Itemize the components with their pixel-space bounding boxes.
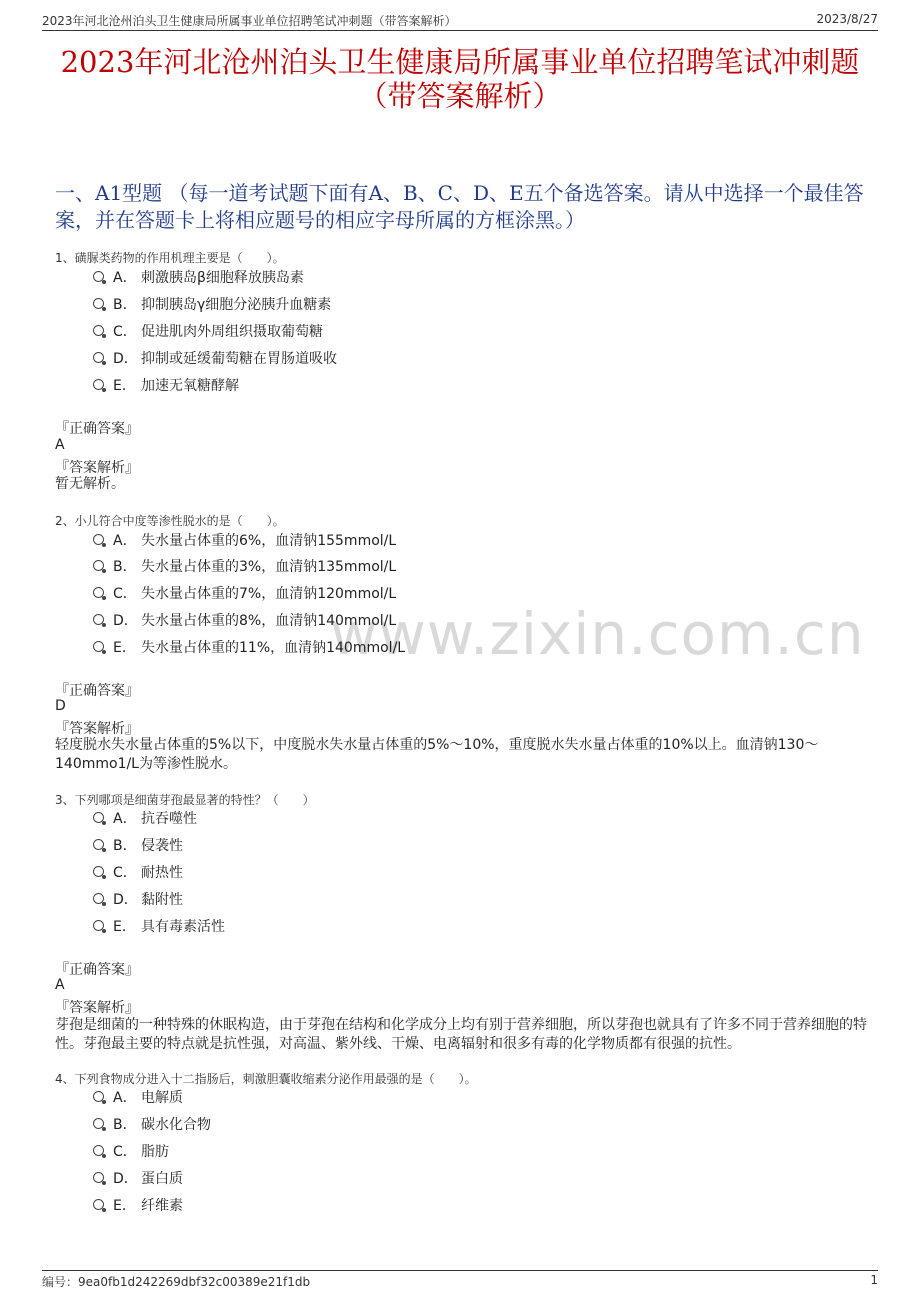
footer-page-number: 1 [870, 1273, 878, 1287]
option-letter: C． [113, 865, 137, 881]
page-title-line1: 2023年河北沧州泊头卫生健康局所属事业单位招聘笔试冲刺题 [60, 45, 860, 79]
question-4-stem: 4、下列食物成分进入十二指肠后，刺激胆囊收缩素分泌作用最强的是（ ）。 [55, 1072, 477, 1086]
radio-icon[interactable] [93, 839, 104, 850]
question-1-stem: 1、磺脲类药物的作用机理主要是（ ）。 [55, 251, 285, 265]
option-letter: D． [113, 1171, 138, 1187]
option-letter: A． [113, 1090, 137, 1106]
question-4-option-c[interactable] [93, 1142, 169, 1162]
option-letter: C． [113, 586, 137, 602]
option-letter: B． [113, 1117, 137, 1133]
watermark: www.zixin.com.cn [330, 600, 865, 668]
question-1-option-e[interactable] [93, 376, 239, 396]
radio-icon[interactable] [93, 271, 104, 282]
question-1-answer: A [55, 437, 65, 453]
question-2-option-b[interactable] [93, 557, 396, 577]
option-text: 刺激胰岛β细胞释放胰岛素 [141, 270, 304, 286]
option-letter: D． [113, 613, 138, 629]
radio-icon[interactable] [93, 1199, 104, 1210]
header-rule [42, 30, 878, 31]
option-text: 促进肌肉外周组织摄取葡萄糖 [141, 324, 323, 340]
question-2-option-a[interactable] [93, 531, 396, 551]
question-2-answer: D [55, 698, 66, 714]
question-1-correct-label: 『正确答案』 [55, 421, 139, 437]
option-letter: E． [113, 1198, 136, 1214]
option-text: 失水量占体重的8%，血清钠140mmol/L [141, 613, 397, 629]
question-3-answer: A [55, 977, 65, 993]
radio-icon[interactable] [93, 1118, 104, 1129]
question-1-option-b[interactable] [93, 295, 331, 315]
radio-icon[interactable] [93, 1091, 104, 1102]
option-text: 脂肪 [141, 1144, 169, 1160]
option-letter: E． [113, 378, 136, 394]
header-doc-title: 2023年河北沧州泊头卫生健康局所属事业单位招聘笔试冲刺题（带答案解析） [42, 14, 457, 28]
option-text: 纤维素 [141, 1198, 183, 1214]
question-3-option-d[interactable] [93, 890, 183, 910]
question-3-option-e[interactable] [93, 917, 225, 937]
radio-icon[interactable] [93, 614, 104, 625]
question-2-stem: 2、小儿符合中度等渗性脱水的是（ ）。 [55, 514, 285, 528]
question-1-option-a[interactable] [93, 268, 304, 288]
option-text: 抗吞噬性 [141, 811, 197, 827]
radio-icon[interactable] [93, 1145, 104, 1156]
radio-icon[interactable] [93, 893, 104, 904]
option-letter: A． [113, 533, 137, 549]
question-1-explanation-label: 『答案解析』 [55, 460, 139, 476]
option-text: 具有毒素活性 [141, 919, 225, 935]
question-3-option-c[interactable] [93, 863, 183, 883]
option-text: 失水量占体重的7%，血清钠120mmol/L [141, 586, 397, 602]
option-letter: E． [113, 640, 136, 656]
option-text: 抑制或延缓葡萄糖在胃肠道吸收 [141, 351, 337, 367]
question-3-correct-label: 『正确答案』 [55, 962, 139, 978]
question-4-option-d[interactable] [93, 1169, 183, 1189]
radio-icon[interactable] [93, 641, 104, 652]
option-letter: D． [113, 892, 138, 908]
option-text: 耐热性 [141, 865, 183, 881]
radio-icon[interactable] [93, 352, 104, 363]
option-text: 碳水化合物 [141, 1117, 211, 1133]
radio-icon[interactable] [93, 298, 104, 309]
option-text: 黏附性 [141, 892, 183, 908]
question-3-stem: 3、下列哪项是细菌芽孢最显著的特性？（ ） [55, 793, 315, 807]
question-1-option-c[interactable] [93, 322, 323, 342]
radio-icon[interactable] [93, 325, 104, 336]
option-letter: A． [113, 270, 137, 286]
question-3-option-b[interactable] [93, 836, 183, 856]
radio-icon[interactable] [93, 379, 104, 390]
question-2-explanation: 轻度脱水失水量占体重的5%以下，中度脱水失水量占体重的5%～10%，重度脱水失水量占体重的10%以上。血清钠130～140mmo1/L为等渗性脱水。 [55, 737, 819, 772]
radio-icon[interactable] [93, 920, 104, 931]
radio-icon[interactable] [93, 866, 104, 877]
option-text: 失水量占体重的11%，血清钠140mmol/L [141, 640, 406, 656]
option-text: 电解质 [141, 1090, 183, 1106]
option-letter: C． [113, 324, 137, 340]
radio-icon[interactable] [93, 534, 104, 545]
question-2-option-d[interactable] [93, 611, 396, 631]
radio-icon[interactable] [93, 812, 104, 823]
option-letter: C． [113, 1144, 137, 1160]
question-1-option-d[interactable] [93, 349, 337, 369]
question-3-explanation: 芽孢是细菌的一种特殊的休眠构造，由于芽孢在结构和化学成分上均有别于营养细胞，所以芽孢也就具有了许多不同于营养细胞的特性。芽孢最主要的特点就是抗性强，对高温、紫外线、干燥、电离辐射和很多有毒的化学物质都有很强的抗性。 [55, 1017, 867, 1052]
option-text: 失水量占体重的3%，血清钠135mmol/L [141, 559, 397, 575]
question-4-option-e[interactable] [93, 1196, 183, 1216]
question-4-option-b[interactable] [93, 1115, 211, 1135]
footer-rule [42, 1270, 878, 1271]
question-2-explanation-label: 『答案解析』 [55, 721, 139, 737]
question-2-correct-label: 『正确答案』 [55, 683, 139, 699]
section-heading: 一、A1型题 （每一道考试题下面有A、B、C、D、E五个备选答案。请从中选择一个最佳答案，并在答题卡上将相应题号的相应字母所属的方框涂黑。） [55, 181, 864, 232]
question-1-explanation: 暂无解析。 [55, 476, 125, 492]
option-letter: B． [113, 838, 137, 854]
option-text: 蛋白质 [141, 1171, 183, 1187]
option-text: 抑制胰岛γ细胞分泌胰升血糖素 [141, 297, 332, 313]
option-letter: B． [113, 297, 137, 313]
radio-icon[interactable] [93, 560, 104, 571]
option-letter: E． [113, 919, 136, 935]
option-text: 侵袭性 [141, 838, 183, 854]
option-text: 加速无氧糖酵解 [141, 378, 239, 394]
option-letter: A． [113, 811, 137, 827]
footer-code: 编号：9ea0fb1d242269dbf32c00389e21f1db [42, 1275, 311, 1289]
radio-icon[interactable] [93, 587, 104, 598]
question-4-option-a[interactable] [93, 1088, 183, 1108]
question-2-option-e[interactable] [93, 638, 405, 658]
option-letter: B． [113, 559, 137, 575]
question-2-option-c[interactable] [93, 584, 396, 604]
page-title-line2: （带答案解析） [358, 79, 562, 113]
option-text: 失水量占体重的6%，血清钠155mmol/L [141, 533, 397, 549]
radio-icon[interactable] [93, 1172, 104, 1183]
header-date: 2023/8/27 [816, 12, 878, 26]
question-3-option-a[interactable] [93, 809, 197, 829]
question-3-explanation-label: 『答案解析』 [55, 1000, 139, 1016]
option-letter: D． [113, 351, 138, 367]
